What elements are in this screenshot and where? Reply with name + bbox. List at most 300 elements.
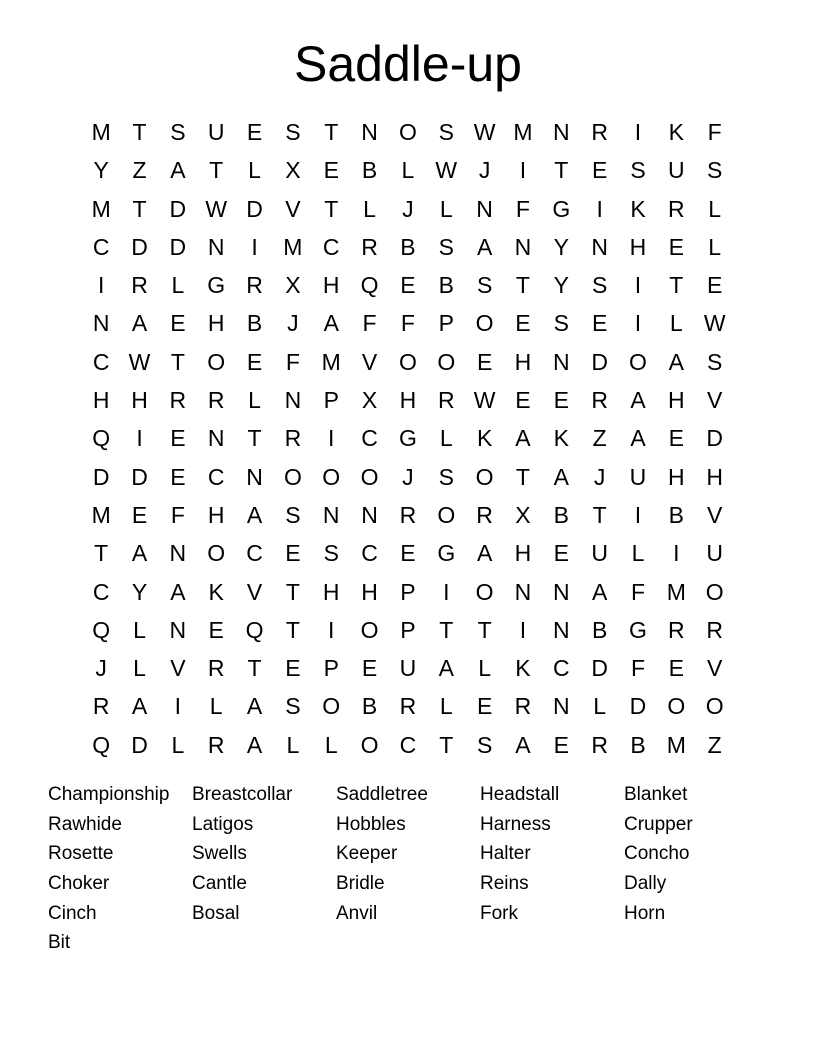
grid-letter: M xyxy=(666,578,686,605)
grid-letter: O xyxy=(667,693,686,720)
grid-letter: E xyxy=(707,272,723,299)
grid-letter: P xyxy=(323,387,339,414)
grid-letter: S xyxy=(476,272,493,299)
grid-letter: R xyxy=(361,233,378,260)
grid-letter: N xyxy=(207,425,225,452)
grid-letter: C xyxy=(246,540,263,567)
word-list-item: Cantle xyxy=(192,873,247,895)
grid-letter: V xyxy=(707,501,723,528)
grid-letter: L xyxy=(631,540,645,567)
grid-letter: D xyxy=(706,425,723,452)
grid-letter: T xyxy=(592,501,607,528)
grid-letter: E xyxy=(476,693,493,720)
grid-letter: L xyxy=(669,310,683,337)
grid-letter: G xyxy=(398,425,417,452)
grid-letter: T xyxy=(132,119,147,145)
word-list-item: Breastcollar xyxy=(192,784,293,805)
grid-letter: A xyxy=(553,463,569,490)
grid-letter: B xyxy=(668,501,684,528)
grid-letter: E xyxy=(400,272,416,299)
grid-letter: E xyxy=(170,310,186,337)
grid-letter: N xyxy=(169,540,187,567)
grid-letter: R xyxy=(476,501,493,528)
grid-letter: O xyxy=(437,348,456,375)
grid-letter: C xyxy=(322,233,340,260)
grid-letter: T xyxy=(439,616,454,643)
grid-letter: I xyxy=(136,425,143,452)
grid-letter: E xyxy=(400,540,416,567)
grid-letter: A xyxy=(131,540,148,567)
grid-letter: F xyxy=(630,578,646,605)
grid-letter: L xyxy=(209,693,223,720)
grid-letter: R xyxy=(131,272,148,299)
grid-letter: N xyxy=(591,233,608,260)
grid-letter: S xyxy=(707,348,723,375)
grid-letter: Q xyxy=(245,616,264,643)
grid-letter: E xyxy=(591,157,608,184)
grid-row xyxy=(82,573,734,611)
word-list-item: Reins xyxy=(480,873,529,895)
grid-letter: T xyxy=(554,157,569,184)
grid-letter: S xyxy=(630,157,646,184)
grid-letter: Q xyxy=(92,616,111,643)
grid-letter: U xyxy=(668,157,685,184)
word-list-item: Latigos xyxy=(192,813,254,835)
grid-letter: H xyxy=(131,387,148,414)
grid-letter: G xyxy=(552,195,571,222)
word-list-item: Rawhide xyxy=(48,813,122,835)
grid-letter: O xyxy=(322,693,341,720)
grid-letter: E xyxy=(668,655,684,682)
grid-letter: D xyxy=(92,463,110,490)
grid-letter: E xyxy=(553,731,569,758)
grid-letter: W xyxy=(435,157,458,184)
grid-letter: H xyxy=(514,348,532,375)
grid-letter: O xyxy=(475,310,494,337)
grid-letter: M xyxy=(321,348,341,375)
grid-letter: L xyxy=(133,655,146,682)
word-list-item: Choker xyxy=(48,873,110,895)
grid-letter: L xyxy=(286,731,300,758)
grid-letter: N xyxy=(514,233,532,260)
grid-letter: L xyxy=(171,731,185,758)
grid-letter: H xyxy=(322,272,340,299)
grid-row xyxy=(82,534,734,572)
grid-letter: M xyxy=(283,233,303,260)
grid-letter: S xyxy=(438,233,454,260)
word-list-item: Championship xyxy=(48,784,170,805)
page-title: Saddle-up xyxy=(294,36,522,92)
grid-letter: S xyxy=(476,731,493,758)
grid-letter: N xyxy=(207,233,225,260)
grid-letter: Z xyxy=(592,425,607,452)
grid-letter: O xyxy=(360,731,379,758)
grid-letter: T xyxy=(324,195,339,222)
grid-letter: I xyxy=(97,272,105,299)
grid-letter: V xyxy=(285,195,301,222)
grid-letter: F xyxy=(285,348,300,375)
grid-letter: W xyxy=(128,348,151,375)
grid-letter: O xyxy=(207,540,226,567)
grid-letter: N xyxy=(476,195,493,222)
grid-letter: L xyxy=(593,693,607,720)
grid-letter: H xyxy=(322,578,340,605)
grid-letter: R xyxy=(246,272,263,299)
grid-letter: E xyxy=(170,463,186,490)
grid-letter: E xyxy=(131,501,148,528)
grid-letter: U xyxy=(399,655,417,682)
grid-letter: W xyxy=(473,119,496,145)
grid-letter: F xyxy=(400,310,415,337)
grid-letter: E xyxy=(591,310,608,337)
grid-letter: O xyxy=(360,616,379,643)
grid-letter: Z xyxy=(707,731,722,758)
word-list-item: Fork xyxy=(480,902,518,924)
grid-letter: O xyxy=(475,463,494,490)
grid-letter: R xyxy=(668,195,685,222)
word-list-item: Blanket xyxy=(624,784,688,805)
grid-letter: R xyxy=(437,387,455,414)
grid-row xyxy=(82,687,734,725)
grid-row xyxy=(82,611,734,649)
grid-letter: A xyxy=(246,693,263,720)
grid-letter: T xyxy=(515,463,530,490)
grid-letter: Z xyxy=(132,157,147,184)
letter-grid xyxy=(82,113,734,764)
grid-letter: N xyxy=(361,119,378,145)
grid-letter: N xyxy=(552,578,570,605)
grid-letter: T xyxy=(439,731,454,758)
grid-row xyxy=(82,496,734,534)
grid-letter: N xyxy=(361,501,378,528)
grid-letter: A xyxy=(131,693,148,720)
grid-letter: O xyxy=(705,578,724,605)
grid-letter: Q xyxy=(360,272,379,299)
grid-letter: K xyxy=(630,195,646,222)
grid-row xyxy=(82,151,734,189)
grid-letter: T xyxy=(324,119,339,145)
grid-letter: R xyxy=(92,693,110,720)
grid-letter: G xyxy=(629,616,647,643)
grid-letter: A xyxy=(323,310,339,337)
grid-letter: I xyxy=(328,425,335,452)
grid-letter: F xyxy=(707,119,722,145)
grid-letter: P xyxy=(400,616,416,643)
grid-letter: H xyxy=(92,387,110,414)
grid-letter: J xyxy=(478,157,491,184)
grid-letter: E xyxy=(476,348,493,375)
grid-letter: L xyxy=(708,195,722,222)
grid-letter: L xyxy=(401,157,415,184)
grid-letter: P xyxy=(323,655,339,682)
grid-letter: T xyxy=(132,195,147,222)
grid-letter: H xyxy=(207,310,225,337)
grid-letter: P xyxy=(400,578,416,605)
grid-letter: J xyxy=(593,463,606,490)
grid-letter: O xyxy=(360,463,379,490)
grid-letter: K xyxy=(476,425,493,452)
grid-letter: S xyxy=(438,463,454,490)
grid-letter: L xyxy=(324,731,338,758)
grid-letter: O xyxy=(207,348,226,375)
grid-letter: C xyxy=(92,348,110,375)
grid-letter: O xyxy=(437,501,456,528)
grid-letter: D xyxy=(629,693,647,720)
grid-letter: G xyxy=(437,540,456,567)
grid-letter: T xyxy=(477,616,492,643)
grid-letter: S xyxy=(553,310,569,337)
grid-letter: F xyxy=(630,655,646,682)
grid-letter: I xyxy=(443,578,450,605)
grid-letter: V xyxy=(707,655,723,682)
grid-letter: T xyxy=(669,272,684,299)
grid-letter: H xyxy=(629,233,647,260)
grid-letter: N xyxy=(552,693,570,720)
word-list-item: Keeper xyxy=(336,843,398,865)
grid-letter: N xyxy=(169,616,187,643)
grid-letter: D xyxy=(169,233,187,260)
grid-letter: I xyxy=(519,616,527,643)
grid-row xyxy=(82,649,734,687)
grid-letter: F xyxy=(170,501,185,528)
grid-letter: I xyxy=(673,540,680,567)
grid-letter: J xyxy=(402,195,414,222)
grid-letter: X xyxy=(361,387,378,414)
grid-letter: G xyxy=(207,272,226,299)
grid-letter: S xyxy=(707,157,723,184)
grid-letter: E xyxy=(361,655,378,682)
grid-letter: P xyxy=(438,310,454,337)
grid-letter: L xyxy=(248,157,261,184)
grid-letter: S xyxy=(285,119,301,145)
grid-row xyxy=(82,726,734,764)
grid-letter: E xyxy=(668,425,684,452)
grid-letter: C xyxy=(552,655,570,682)
grid-letter: N xyxy=(552,119,570,145)
grid-letter: Q xyxy=(92,731,111,758)
grid-letter: L xyxy=(708,233,722,260)
grid-letter: M xyxy=(91,501,111,528)
word-list-item: Harness xyxy=(480,813,551,835)
grid-letter: N xyxy=(284,387,302,414)
word-list-item: Concho xyxy=(624,843,690,865)
grid-letter: D xyxy=(131,463,148,490)
grid-letter: M xyxy=(91,195,111,222)
grid-letter: R xyxy=(207,731,225,758)
word-list-item: Rosette xyxy=(48,843,114,865)
word-list-item: Bridle xyxy=(336,873,385,895)
grid-letter: O xyxy=(705,693,724,720)
grid-row xyxy=(82,266,734,304)
grid-letter: K xyxy=(553,425,569,452)
grid-letter: X xyxy=(515,501,531,528)
grid-letter: I xyxy=(596,195,603,222)
grid-letter: B xyxy=(246,310,263,337)
word-list-item: Saddletree xyxy=(336,784,428,805)
grid-letter: E xyxy=(285,655,301,682)
grid-letter: O xyxy=(322,463,341,490)
grid-letter: I xyxy=(251,233,258,260)
grid-letter: M xyxy=(91,119,111,145)
grid-letter: A xyxy=(668,348,684,375)
grid-letter: K xyxy=(208,578,224,605)
grid-letter: A xyxy=(630,387,646,414)
grid-letter: A xyxy=(131,310,148,337)
grid-letter: J xyxy=(287,310,299,337)
grid-row xyxy=(82,190,734,228)
grid-letter: A xyxy=(476,540,493,567)
grid-letter: T xyxy=(247,655,262,682)
grid-letter: X xyxy=(285,272,301,299)
grid-letter: U xyxy=(706,540,723,567)
word-list-item: Bit xyxy=(48,932,71,954)
grid-letter: X xyxy=(285,157,301,184)
grid-letter: T xyxy=(209,157,224,184)
word-list-item: Halter xyxy=(480,843,531,865)
grid-letter: K xyxy=(515,655,531,682)
grid-letter: D xyxy=(591,348,608,375)
grid-letter: L xyxy=(133,616,146,643)
grid-letter: N xyxy=(552,348,570,375)
grid-letter: F xyxy=(515,195,530,222)
grid-letter: A xyxy=(170,578,186,605)
grid-letter: O xyxy=(398,119,417,145)
grid-letter: V xyxy=(246,578,263,605)
grid-row xyxy=(82,304,734,342)
grid-letter: S xyxy=(438,119,454,145)
grid-letter: T xyxy=(247,425,262,452)
grid-letter: R xyxy=(399,693,417,720)
grid-letter: L xyxy=(439,425,453,452)
grid-letter: L xyxy=(248,387,261,414)
grid-letter: L xyxy=(171,272,185,299)
grid-letter: T xyxy=(94,540,109,567)
grid-letter: C xyxy=(361,540,378,567)
grid-letter: B xyxy=(630,731,646,758)
grid-letter: K xyxy=(668,119,684,145)
grid-letter: M xyxy=(666,731,686,758)
grid-letter: R xyxy=(514,693,532,720)
grid-letter: D xyxy=(246,195,263,222)
grid-letter: R xyxy=(399,501,417,528)
grid-letter: C xyxy=(92,578,110,605)
grid-letter: I xyxy=(634,501,642,528)
grid-letter: I xyxy=(174,693,182,720)
grid-letter: U xyxy=(207,119,225,145)
grid-letter: U xyxy=(591,540,608,567)
grid-letter: T xyxy=(170,348,185,375)
grid-letter: E xyxy=(323,157,339,184)
grid-row xyxy=(82,419,734,457)
grid-letter: N xyxy=(552,616,570,643)
grid-letter: V xyxy=(707,387,723,414)
grid-letter: I xyxy=(519,157,527,184)
grid-row xyxy=(82,228,734,266)
grid-letter: I xyxy=(328,616,335,643)
grid-letter: R xyxy=(591,731,608,758)
grid-letter: E xyxy=(208,616,224,643)
grid-letter: H xyxy=(668,387,685,414)
grid-row xyxy=(82,381,734,419)
grid-letter: B xyxy=(361,693,378,720)
grid-letter: Y xyxy=(131,578,148,605)
grid-letter: B xyxy=(438,272,454,299)
grid-letter: S xyxy=(285,501,301,528)
grid-letter: L xyxy=(439,195,453,222)
grid-letter: A xyxy=(170,157,186,184)
grid-letter: S xyxy=(170,119,186,145)
grid-letter: E xyxy=(285,540,301,567)
grid-letter: H xyxy=(706,463,723,490)
word-list-item: Bosal xyxy=(192,902,240,924)
grid-letter: N xyxy=(246,463,263,490)
grid-letter: Q xyxy=(92,425,111,452)
grid-letter: J xyxy=(95,655,107,682)
grid-letter: H xyxy=(668,463,685,490)
grid-row xyxy=(82,113,734,151)
grid-letter: E xyxy=(515,387,531,414)
grid-letter: E xyxy=(553,540,569,567)
grid-letter: T xyxy=(285,616,300,643)
grid-letter: R xyxy=(169,387,187,414)
grid-letter: S xyxy=(285,693,301,720)
grid-letter: U xyxy=(629,463,647,490)
grid-letter: I xyxy=(634,272,642,299)
grid-letter: N xyxy=(514,578,532,605)
word-list-item: Hobbles xyxy=(336,813,406,835)
grid-letter: E xyxy=(246,119,263,145)
grid-letter: A xyxy=(246,501,263,528)
grid-letter: A xyxy=(515,731,531,758)
grid-letter: L xyxy=(439,693,453,720)
grid-row xyxy=(82,458,734,496)
grid-letter: B xyxy=(553,501,569,528)
grid-letter: F xyxy=(362,310,377,337)
grid-letter: A xyxy=(246,731,263,758)
word-list-item: Dally xyxy=(624,873,667,895)
grid-letter: R xyxy=(706,616,723,643)
grid-letter: Y xyxy=(93,157,109,184)
grid-letter: O xyxy=(475,578,494,605)
grid-letter: H xyxy=(514,540,532,567)
grid-letter: E xyxy=(668,233,684,260)
grid-letter: D xyxy=(591,655,608,682)
grid-letter: A xyxy=(630,425,646,452)
grid-letter: H xyxy=(207,501,225,528)
grid-letter: A xyxy=(591,578,608,605)
word-list-item: Swells xyxy=(192,843,247,865)
grid-letter: T xyxy=(515,272,530,299)
word-list-item: Horn xyxy=(624,902,666,924)
grid-letter: C xyxy=(92,233,110,260)
grid-letter: S xyxy=(591,272,608,299)
grid-letter: V xyxy=(170,655,186,682)
word-list-item: Cinch xyxy=(48,902,97,924)
grid-letter: R xyxy=(207,387,225,414)
grid-letter: E xyxy=(553,387,569,414)
grid-letter: A xyxy=(476,233,493,260)
grid-letter: I xyxy=(634,119,642,145)
grid-letter: Y xyxy=(553,272,569,299)
word-list-item: Anvil xyxy=(336,902,378,924)
grid-letter: R xyxy=(284,425,302,452)
grid-letter: E xyxy=(515,310,531,337)
grid-letter: C xyxy=(399,731,417,758)
word-list xyxy=(48,780,768,958)
grid-letter: M xyxy=(513,119,533,145)
grid-letter: O xyxy=(629,348,647,375)
grid-letter: C xyxy=(361,425,378,452)
